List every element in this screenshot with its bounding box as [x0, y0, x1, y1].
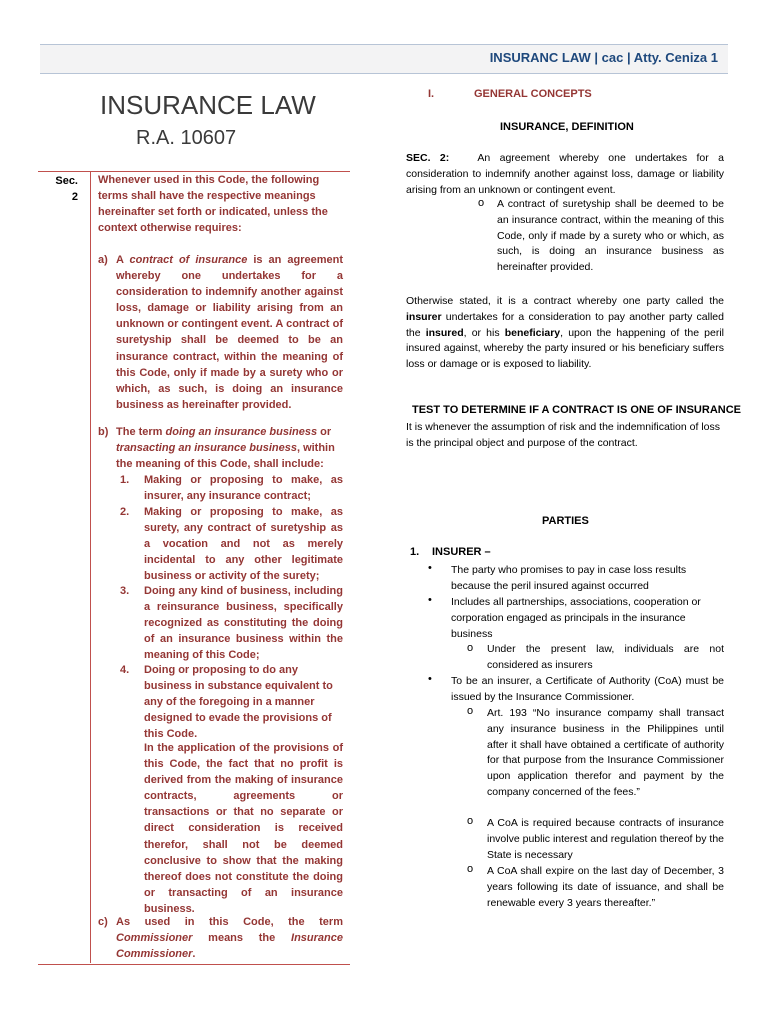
insurer-bullet-3: To be an insurer, a Certificate of Authority (CoA) must be issued by the Insurance Commissioner.	[451, 675, 724, 703]
insurer-heading: INSURER –	[432, 546, 491, 558]
insurer-bullet-1: The party who promises to pay in case loss results because the peril insured against occurred	[451, 564, 687, 592]
sec2-paragraph: SEC. 2: An agreement whereby one undertakes for a consideration to indemnify another against loss, damage or liability arising from an unknown or contingent event.	[406, 152, 724, 196]
bullet-marker-2: •	[428, 594, 432, 606]
term-beneficiary: beneficiary	[504, 326, 561, 339]
insurer-bullet-2-sub: Under the present law, individuals are not considered as insurers	[487, 643, 724, 671]
insurer-number: 1.	[410, 546, 420, 558]
section-label-cell	[38, 171, 78, 211]
term-insurer: insurer	[406, 310, 442, 323]
test-paragraph: It is whenever the assumption of risk and the indemnification of loss is the principal object and purpose of the contract.	[406, 421, 720, 449]
section-label-line1: Sec.	[55, 175, 78, 187]
bullet-marker-3: •	[428, 673, 432, 685]
table-column-divider	[90, 171, 91, 963]
section-intro: Whenever used in this Code, the following terms shall have the respective meanings hereinafter set forth or indicated, unless the context otherwise requires:	[98, 174, 328, 235]
list-item-4-text: Doing or proposing to do any business in substance equivalent to any of the foregoing in a manner designed to evade the provisions of this Code.	[144, 664, 333, 741]
term-insurance-commissioner: Insurance Commissioner	[116, 932, 343, 961]
section-label-line2: 2	[71, 191, 78, 203]
item-a-marker: a)	[98, 254, 108, 266]
term-transacting-insurance-business: transacting an insurance business	[116, 442, 297, 455]
list-item-2-text: Making or proposing to make, as surety, any contract of suretyship as a vocation and not as merely incidental to any other legitimate business or activity of the surety;	[144, 506, 343, 583]
definition-heading: INSURANCE, DEFINITION	[500, 121, 634, 133]
bullet-marker-1: •	[428, 562, 432, 574]
insurer-bullet-2: Includes all partnerships, associations, cooperation or corporation engaged as principals in the insurance business	[451, 596, 701, 640]
list-item-1-num: 1.	[120, 474, 130, 486]
list-item-3-num: 3.	[120, 585, 130, 597]
sec2-label: SEC. 2:	[406, 152, 450, 164]
item-b-note: In the application of the provisions of this Code, the fact that no profit is derived from the making of insurance contracts, agreements or transactions or that no separate or direct consideration is received therefor, shall not be deemed conclusive to show that the making thereof does not constitute the doing or transacting of an insurance business.	[144, 742, 343, 915]
item-a-text: A contract of insurance is an agreement whereby one undertakes for a consideration to indemnify another against loss, damage or liability arising from an unknown or contingent event. A contract of suretyship shall be deemed to be an insurance contract, within the meaning of this Code, only if made by a surety who or which, as such, is doing an insurance business as hereinafter provided.	[116, 254, 343, 411]
term-insured: insured	[425, 326, 464, 339]
list-item-1-text: Making or proposing to make, as insurer, any insurance contract;	[144, 474, 343, 503]
insurer-bullet-3-sub-2: A CoA is required because contracts of insurance involve public interest and regulation thereof by the State is necessary	[487, 817, 724, 861]
sub-bullet-marker-3c: o	[467, 863, 474, 875]
test-heading: TEST TO DETERMINE IF A CONTRACT IS ONE OF INSURANCE	[412, 404, 741, 416]
running-header	[40, 44, 728, 74]
header-text: INSURANC LAW | cac | Atty. Ceniza 1	[489, 50, 718, 65]
section-title: GENERAL CONCEPTS	[474, 88, 592, 100]
list-item-4-num: 4.	[120, 664, 130, 676]
item-c-marker: c)	[98, 916, 108, 928]
sec2-suretyship-bullet: A contract of suretyship shall be deemed to be an insurance contract, within the meaning of this Code, only if made by a surety who or which, as such, is doing an insurance business as hereinafter provided.	[497, 198, 724, 274]
document-subtitle: R.A. 10607	[136, 127, 237, 149]
insurer-bullet-3-sub-3: A CoA shall expire on the last day of December, 3 years following its date of issuance, and shall be renewable every 3 years thereafter.”	[487, 865, 724, 909]
sub-bullet-marker: o	[478, 197, 485, 209]
otherwise-paragraph: Otherwise stated, it is a contract whereby one party called the insurer undertakes for a consideration to pay another party called the insured, or his beneficiary, upon the happening of the peril insured against, whereby the party insured or his beneficiary suffers loss or damage or is exposed to liability.	[406, 295, 724, 371]
term-contract-of-insurance: contract of insurance	[129, 254, 248, 266]
document-title: INSURANCE LAW	[100, 90, 316, 120]
section-number: I.	[428, 88, 435, 100]
sub-bullet-marker-3a: o	[467, 705, 474, 717]
item-b-text: The term doing an insurance business or transacting an insurance business, within the meaning of this Code, shall include:	[116, 426, 335, 471]
term-doing-insurance-business: doing an insurance business	[165, 426, 318, 438]
item-c-text: As used in this Code, the term Commissioner means the Insurance Commissioner.	[116, 916, 343, 961]
sub-bullet-marker-2a: o	[467, 642, 474, 654]
item-b-marker: b)	[98, 426, 109, 438]
parties-heading: PARTIES	[542, 515, 589, 527]
sub-bullet-marker-3b: o	[467, 815, 474, 827]
list-item-3-text: Doing any kind of business, including a reinsurance business, specifically recognized as constituting the doing of an insurance business within the meaning of this Code;	[144, 585, 343, 662]
insurer-bullet-3-sub-1: Art. 193 “No insurance compamy shall transact any insurance business in the Philippines until after it shall have obtained a certificate of authority for that purpose from the Insurance Commissioner upon application therefor and payment by the company concerned of the fees.”	[487, 707, 724, 798]
term-commissioner: Commissioner	[116, 932, 193, 945]
list-item-2-num: 2.	[120, 506, 130, 518]
